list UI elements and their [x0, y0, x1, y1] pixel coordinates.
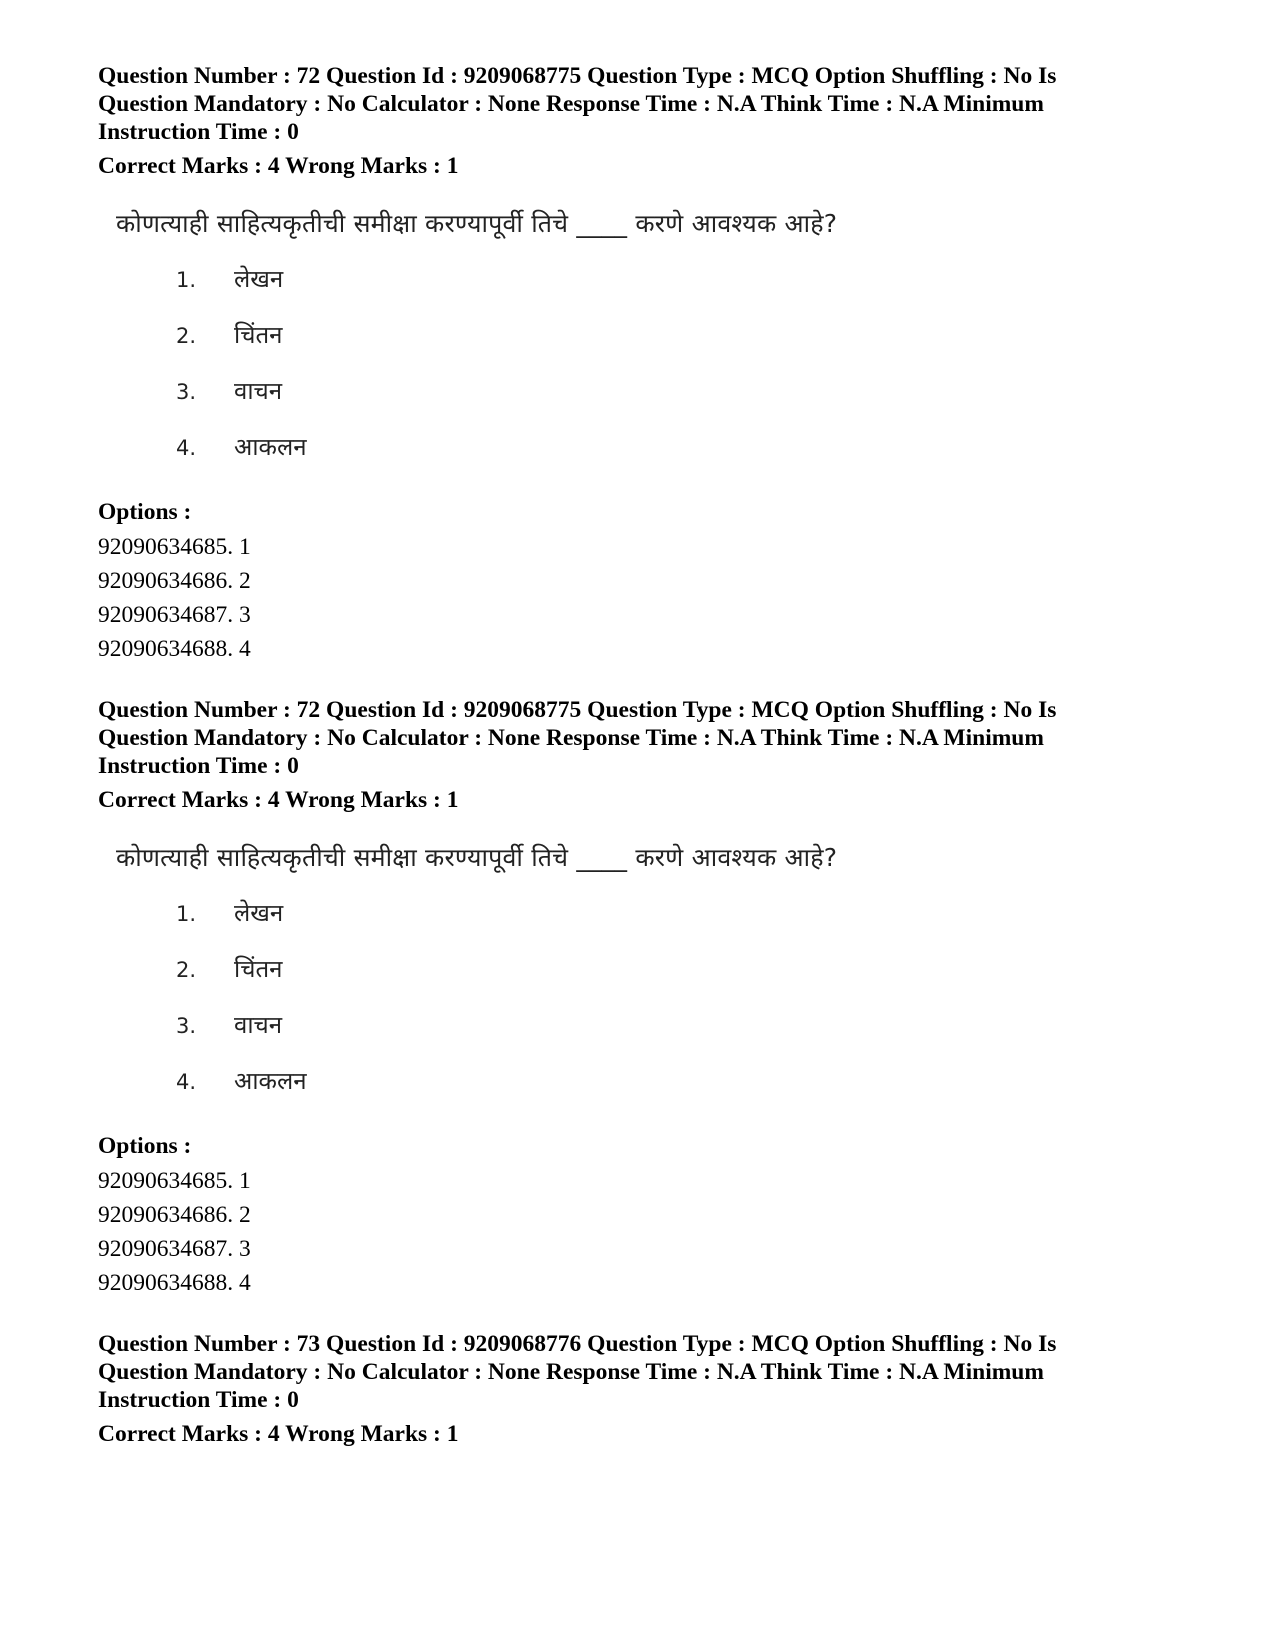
- meta-line: Instruction Time : 0: [98, 1387, 299, 1413]
- option-text: चिंतन: [234, 955, 283, 983]
- question-block: [98, 696, 1198, 1300]
- meta-line: Question Number : 73 Question Id : 9209068776 Question Type : MCQ Option Shuffling : No Is: [98, 1331, 1057, 1357]
- question-content: [98, 188, 1198, 498]
- question-meta: [98, 696, 1198, 780]
- question-content: [98, 822, 1198, 1132]
- marks-line: Correct Marks : 4 Wrong Marks : 1: [98, 153, 459, 179]
- option-number: 3.: [176, 380, 197, 404]
- list-item: 92090634687. 3: [98, 1236, 251, 1262]
- meta-line: Question Mandatory : No Calculator : None Response Time : N.A Think Time : N.A Minimum: [98, 725, 1044, 751]
- meta-line: Question Mandatory : No Calculator : None Response Time : N.A Think Time : N.A Minimum: [98, 1359, 1044, 1385]
- option-text: वाचन: [234, 1011, 283, 1039]
- option-number: 3.: [176, 1014, 197, 1038]
- option-text: आकलन: [234, 433, 307, 461]
- question-option: [176, 262, 283, 295]
- question-block: [98, 62, 1198, 666]
- list-item: 92090634688. 4: [98, 636, 251, 662]
- question-stem: कोणत्याही साहित्यकृतीची समीक्षा करण्यापूर्वी तिचे ____ करणे आवश्यक आहे?: [116, 843, 838, 872]
- list-item: 92090634685. 1: [98, 1168, 251, 1194]
- option-text: लेखन: [234, 899, 284, 927]
- question-option: [176, 430, 307, 463]
- list-item: 92090634686. 2: [98, 568, 251, 594]
- question-stem: कोणत्याही साहित्यकृतीची समीक्षा करण्यापूर्वी तिचे ____ करणे आवश्यक आहे?: [116, 209, 838, 238]
- options-label: Options :: [98, 1133, 192, 1159]
- meta-line: Question Number : 72 Question Id : 9209068775 Question Type : MCQ Option Shuffling : No Is: [98, 697, 1057, 723]
- options-list: [98, 530, 1198, 666]
- meta-line: Question Mandatory : No Calculator : None Response Time : N.A Think Time : N.A Minimum: [98, 91, 1044, 117]
- list-item: 92090634688. 4: [98, 1270, 251, 1296]
- question-meta: [98, 62, 1198, 146]
- list-item: 92090634685. 1: [98, 534, 251, 560]
- question-block: [98, 1330, 1198, 1448]
- meta-line: Question Number : 72 Question Id : 9209068775 Question Type : MCQ Option Shuffling : No Is: [98, 63, 1057, 89]
- question-option: [176, 896, 283, 929]
- marks-line: Correct Marks : 4 Wrong Marks : 1: [98, 1421, 459, 1447]
- question-option: [176, 374, 282, 407]
- question-option: [176, 952, 282, 985]
- question-option: [176, 1008, 282, 1041]
- question-meta: [98, 1330, 1198, 1414]
- option-number: 4.: [176, 1070, 197, 1094]
- list-item: 92090634687. 3: [98, 602, 251, 628]
- option-number: 1.: [176, 268, 197, 292]
- option-text: वाचन: [234, 377, 283, 405]
- options-list: [98, 1164, 1198, 1300]
- options-label: Options :: [98, 499, 192, 525]
- option-number: 2.: [176, 324, 197, 348]
- meta-line: Instruction Time : 0: [98, 753, 299, 779]
- list-item: 92090634686. 2: [98, 1202, 251, 1228]
- option-number: 4.: [176, 436, 197, 460]
- option-text: लेखन: [234, 265, 284, 293]
- option-number: 2.: [176, 958, 197, 982]
- meta-line: Instruction Time : 0: [98, 119, 299, 145]
- option-text: चिंतन: [234, 321, 283, 349]
- option-number: 1.: [176, 902, 197, 926]
- option-text: आकलन: [234, 1067, 307, 1095]
- question-option: [176, 318, 282, 351]
- question-option: [176, 1064, 307, 1097]
- marks-line: Correct Marks : 4 Wrong Marks : 1: [98, 787, 459, 813]
